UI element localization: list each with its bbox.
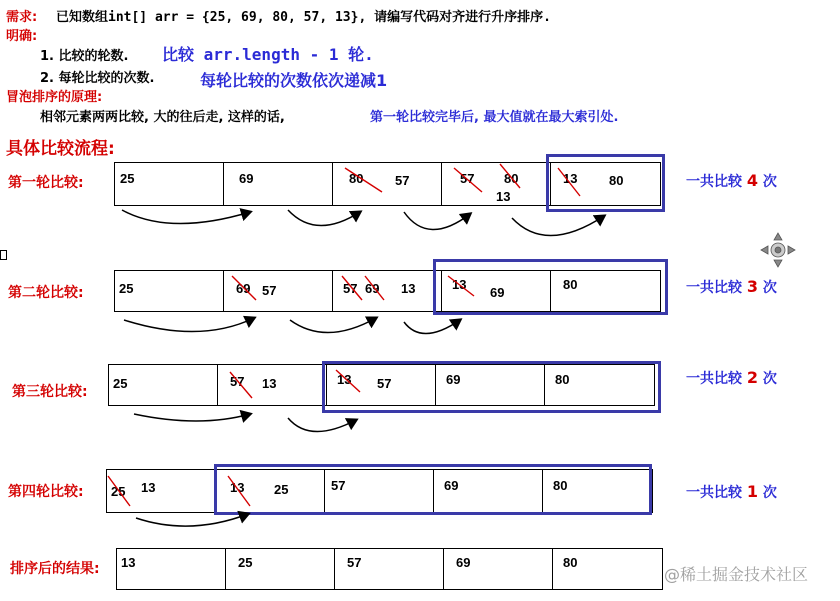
cell-number: 25 xyxy=(113,376,128,391)
cell-number: 69 xyxy=(456,555,471,570)
swap-arrow xyxy=(124,318,254,332)
cell-number: 69 xyxy=(490,285,505,300)
move-cursor-icon xyxy=(761,233,795,267)
result-label: 排序后的结果: xyxy=(10,561,100,577)
principle-label: 冒泡排序的原理: xyxy=(6,90,103,105)
swap-arrow xyxy=(288,418,356,432)
round4-label: 第四轮比较: xyxy=(8,484,84,500)
count-prefix: 一共比较 xyxy=(686,371,742,387)
cell-number: 25 xyxy=(238,555,253,570)
requirement-text: 已知数组int[] arr = {25, 69, 80, 57, 13}, 请编写代码对齐进行升序排序. xyxy=(56,10,551,25)
count-suffix: 次 xyxy=(762,280,777,296)
cell-number: 69 xyxy=(446,372,461,387)
count-value: 3 xyxy=(746,277,759,296)
cell-number-old: 57 xyxy=(343,281,358,296)
strike-mark xyxy=(108,476,130,506)
cell-number: 13 xyxy=(141,480,156,495)
cell-number-old: 57 xyxy=(230,374,245,389)
cell-number: 13 xyxy=(262,376,277,391)
cell-number: 25 xyxy=(120,171,135,186)
round3-label: 第三轮比较: xyxy=(12,384,88,400)
item2-note: 每轮比较的次数依次递减1 xyxy=(200,71,388,90)
swap-arrow xyxy=(512,216,604,236)
cell-number: 80 xyxy=(563,277,578,292)
strike-mark xyxy=(365,276,384,300)
cell-number: 25 xyxy=(274,482,289,497)
item1-note: 比较 arr.length - 1 轮. xyxy=(162,45,374,64)
cell-number: 57 xyxy=(377,376,392,391)
item2-label: 2. 每轮比较的次数. xyxy=(40,71,155,86)
principle-note: 第一轮比较完毕后, 最大值就在最大索引处. xyxy=(370,110,619,125)
cell-number-old: 25 xyxy=(111,484,126,499)
strike-mark xyxy=(558,168,580,196)
cell-number: 57 xyxy=(395,173,410,188)
strike-mark xyxy=(448,276,474,296)
cell-number-old: 13 xyxy=(563,171,578,186)
count-value: 1 xyxy=(746,482,759,501)
principle-text: 相邻元素两两比较, 大的往后走, 这样的话, xyxy=(40,110,285,125)
cell-number: 57 xyxy=(331,478,346,493)
cell-number-old: 80 xyxy=(349,171,364,186)
cell-number: 80 xyxy=(553,478,568,493)
strike-mark xyxy=(336,370,360,392)
strike-mark xyxy=(342,276,362,300)
round2-label: 第二轮比较: xyxy=(8,285,84,301)
swap-arrow xyxy=(134,414,250,421)
strike-mark xyxy=(230,372,252,398)
flow-title: 具体比较流程: xyxy=(6,139,115,159)
count-suffix: 次 xyxy=(762,371,777,387)
swap-arrow xyxy=(290,318,376,333)
cell-number: 80 xyxy=(555,372,570,387)
strike-mark xyxy=(454,168,482,192)
item1-label: 1. 比较的轮数. xyxy=(40,49,129,64)
swap-arrow xyxy=(288,210,360,226)
watermark: @稀土掘金技术社区 xyxy=(664,565,809,584)
cell-number: 13 xyxy=(121,555,136,570)
cell-number: 69 xyxy=(444,478,459,493)
cell-number: 69 xyxy=(239,171,254,186)
cell-number-old: 69 xyxy=(236,281,251,296)
cell-number-old: 69 xyxy=(365,281,380,296)
cell-number-old: 13 xyxy=(337,372,352,387)
cell-number: 80 xyxy=(563,555,578,570)
swap-arrow xyxy=(404,212,470,230)
swap-arrow xyxy=(404,320,460,334)
swap-arrow xyxy=(122,210,250,224)
strike-mark xyxy=(228,476,250,506)
cell-number: 25 xyxy=(119,281,134,296)
count-value: 2 xyxy=(746,368,759,387)
count-prefix: 一共比较 xyxy=(686,280,742,296)
cell-number: 57 xyxy=(262,283,277,298)
strike-mark xyxy=(345,168,382,192)
clarify-label: 明确: xyxy=(6,29,38,44)
strike-mark xyxy=(232,276,256,300)
round1-label: 第一轮比较: xyxy=(8,175,84,191)
count-prefix: 一共比较 xyxy=(686,174,742,190)
cell-number-old: 57 xyxy=(460,171,475,186)
cell-number-old: 13 xyxy=(452,277,467,292)
strike-mark xyxy=(500,164,520,188)
cell-number-old: 13 xyxy=(230,480,245,495)
count-value: 4 xyxy=(746,171,759,190)
cell-number: 13 xyxy=(496,189,511,204)
count-prefix: 一共比较 xyxy=(686,485,742,501)
cell-number: 80 xyxy=(609,173,624,188)
count-suffix: 次 xyxy=(762,485,777,501)
cell-number-old: 80 xyxy=(504,171,519,186)
swap-arrow xyxy=(136,514,248,526)
cell-number: 13 xyxy=(401,281,416,296)
requirement-label: 需求: xyxy=(6,10,38,25)
count-suffix: 次 xyxy=(762,174,777,190)
cell-number: 57 xyxy=(347,555,362,570)
